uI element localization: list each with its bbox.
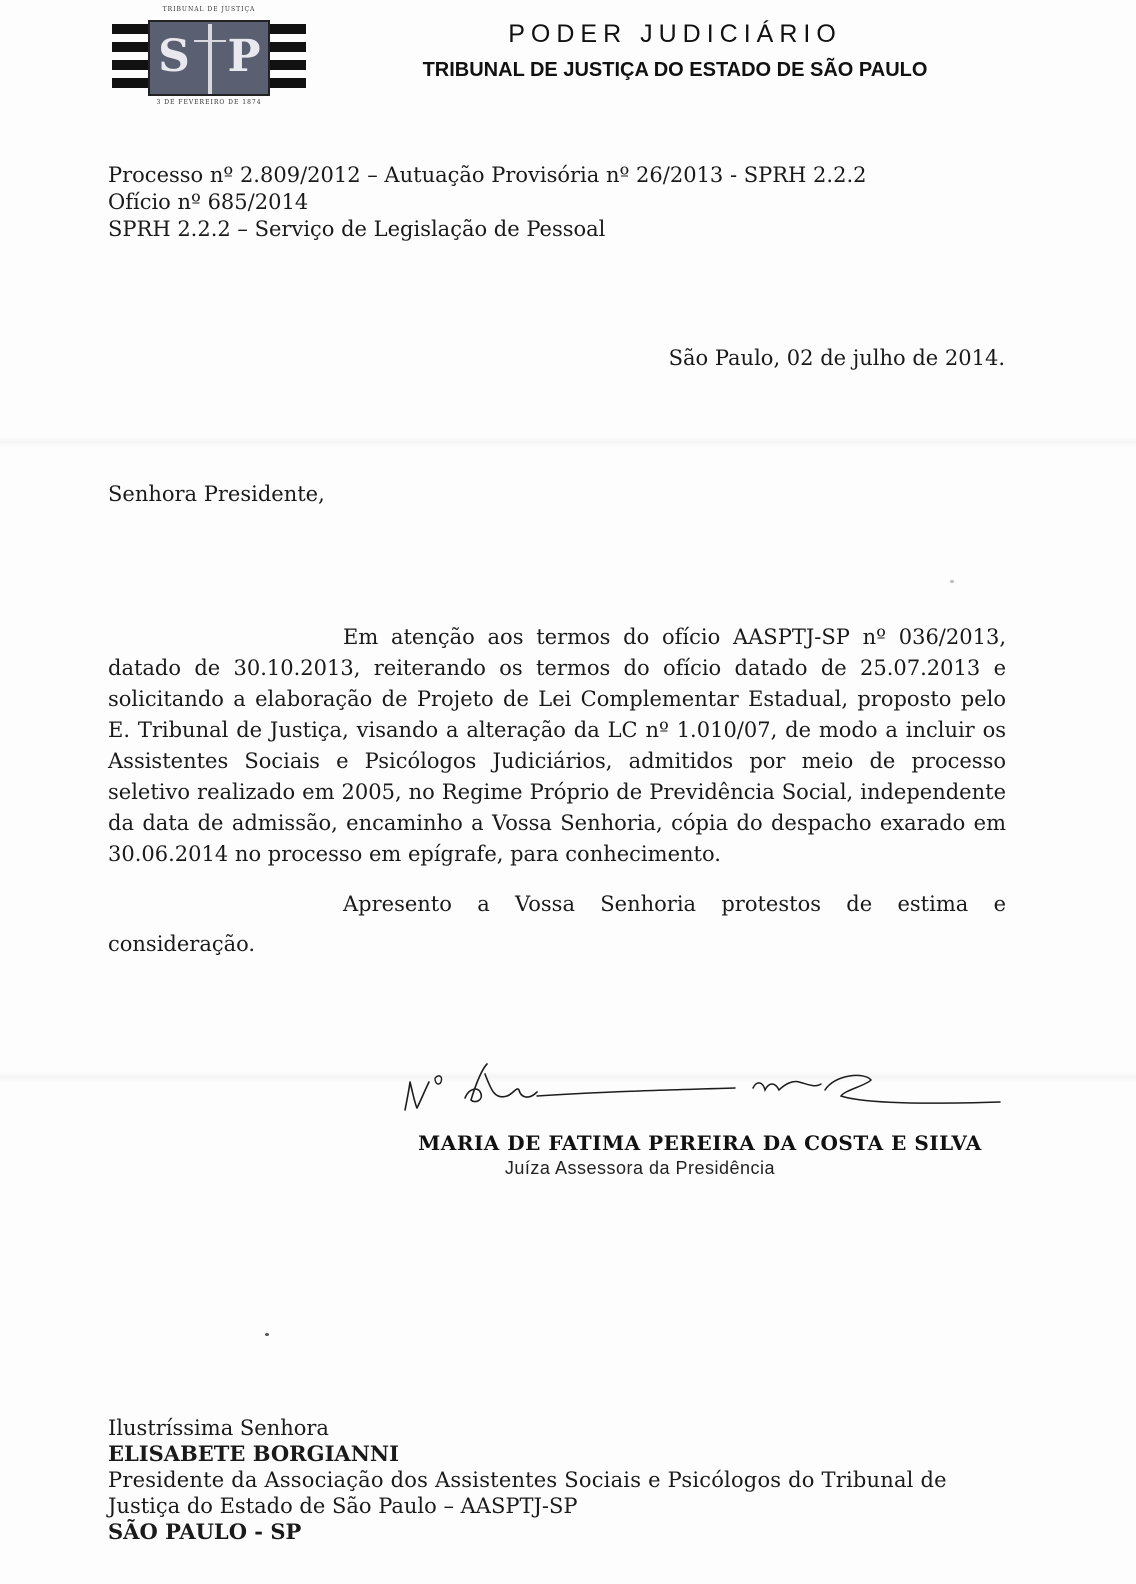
- letter-date: São Paulo, 02 de julho de 2014.: [668, 346, 1005, 370]
- addressee-title: Ilustríssima Senhora: [108, 1416, 329, 1440]
- seal-bottom-text: 3 DE FEVEREIRO DE 1874: [156, 99, 262, 106]
- header-title: PODER JUDICIÁRIO: [508, 20, 842, 48]
- seal-stripes: [112, 20, 306, 96]
- body-paragraph: Em atenção aos termos do ofício AASPTJ-SP nº 036/2013, datado de 30.10.2013, reiterando os termos do ofício datado de 25.07.2013 e solicitando a elaboração de Projeto de Lei Complementar Estadual, proposto pelo E. Tribunal de Justiça, visando a alteração da LC nº 1.010/07, de modo a incluir os Assistentes Sociais e Psicólogos Judiciários, admitidos por meio de processo seletivo realizado em 2005, no Regime Próprio de Previdência Social, independente da data de admissão, encaminho a Vossa Senhoria, cópia do despacho exarado em 30.06.2014 no processo em epígrafe, para conhecimento.: [108, 625, 1006, 866]
- signer-name: MARIA DE FATIMA PEREIRA DA COSTA E SILVA: [418, 1131, 982, 1155]
- closing-paragraph: Apresento a Vossa Senhoria protestos de estima e consideração.: [108, 892, 1006, 956]
- official-letter-number: Ofício nº 685/2014: [108, 190, 309, 214]
- seal-shield: [148, 20, 270, 96]
- court-seal-logo: [112, 6, 306, 108]
- department-line: SPRH 2.2.2 – Serviço de Legislação de Pessoal: [108, 217, 606, 241]
- addressee-position-line-2: Justiça do Estado de São Paulo – AASPTJ-SP: [108, 1494, 578, 1518]
- header-subtitle: TRIBUNAL DE JUSTIÇA DO ESTADO DE SÃO PAULO: [422, 59, 928, 81]
- scan-speck: [950, 580, 954, 583]
- sword-icon: [208, 24, 212, 94]
- addressee-name: ELISABETE BORGIANNI: [108, 1441, 399, 1466]
- seal-top-text: TRIBUNAL DE JUSTIÇA: [162, 6, 256, 13]
- scan-speck: [265, 1333, 269, 1336]
- salutation: Senhora Presidente,: [108, 482, 325, 506]
- process-number: Processo nº 2.809/2012 – Autuação Provisória nº 26/2013 - SPRH 2.2.2: [108, 163, 867, 187]
- seal-letter-s: S: [158, 31, 190, 82]
- addressee-city: SÃO PAULO - SP: [108, 1519, 302, 1544]
- scales-icon: [194, 40, 226, 42]
- seal-letter-p: P: [227, 31, 261, 82]
- addressee-position-line-1: Presidente da Associação dos Assistentes Sociais e Psicólogos do Tribunal de: [108, 1468, 947, 1492]
- signer-role: Juíza Assessora da Presidência: [504, 1158, 776, 1178]
- fold-line: [0, 437, 1136, 447]
- handwritten-signature: [395, 1060, 1010, 1120]
